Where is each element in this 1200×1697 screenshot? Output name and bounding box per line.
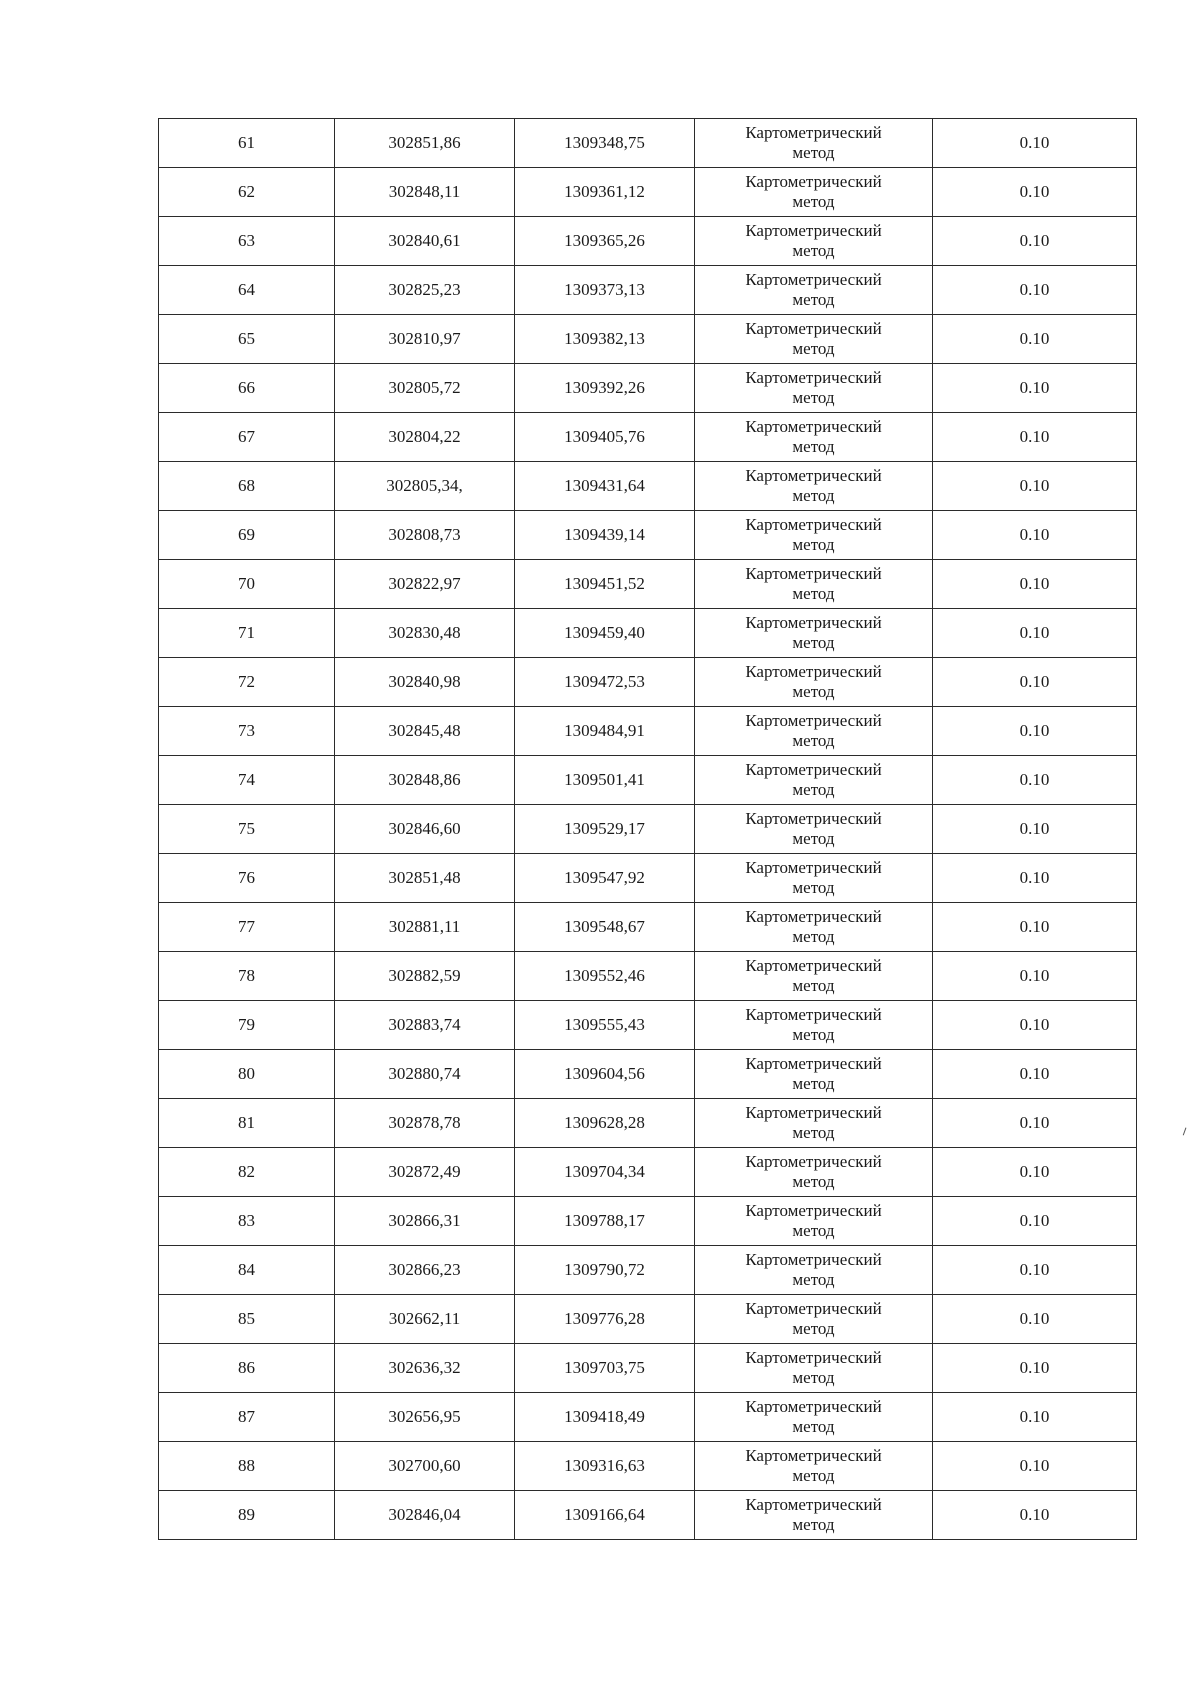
table-row: [159, 266, 1137, 315]
point-number-cell: 78: [159, 952, 335, 1001]
x-coordinate-cell: 302883,74: [335, 1001, 515, 1050]
method-line-1: Картометрический: [745, 1446, 882, 1465]
accuracy-cell: 0.10: [933, 560, 1137, 609]
scan-artifact-mark: [1183, 1128, 1189, 1137]
method-cell: [695, 1442, 933, 1491]
table-row: [159, 315, 1137, 364]
method-cell: [695, 217, 933, 266]
x-coordinate-cell: 302848,86: [335, 756, 515, 805]
table-row: [159, 1197, 1137, 1246]
method-cell: [695, 854, 933, 903]
y-coordinate-cell: 1309484,91: [515, 707, 695, 756]
method-line-1: Картометрический: [745, 1348, 882, 1367]
method-line-1: Картометрический: [745, 319, 882, 338]
x-coordinate-cell: 302866,23: [335, 1246, 515, 1295]
x-coordinate-cell: 302840,98: [335, 658, 515, 707]
accuracy-cell: 0.10: [933, 1246, 1137, 1295]
table-row: [159, 462, 1137, 511]
method-line-1: Картометрический: [745, 515, 882, 534]
method-cell: [695, 1295, 933, 1344]
method-cell: [695, 707, 933, 756]
point-number-cell: 73: [159, 707, 335, 756]
point-number-cell: 80: [159, 1050, 335, 1099]
method-cell: [695, 1099, 933, 1148]
accuracy-cell: 0.10: [933, 805, 1137, 854]
y-coordinate-cell: 1309529,17: [515, 805, 695, 854]
x-coordinate-cell: 302810,97: [335, 315, 515, 364]
table-row: [159, 511, 1137, 560]
table-row: [159, 1491, 1137, 1540]
y-coordinate-cell: 1309373,13: [515, 266, 695, 315]
table-row: [159, 364, 1137, 413]
method-line-1: Картометрический: [745, 270, 882, 289]
x-coordinate-cell: 302830,48: [335, 609, 515, 658]
accuracy-cell: 0.10: [933, 1393, 1137, 1442]
y-coordinate-cell: 1309552,46: [515, 952, 695, 1001]
method-line-2: метод: [792, 143, 835, 162]
method-cell: [695, 952, 933, 1001]
y-coordinate-cell: 1309405,76: [515, 413, 695, 462]
table-row: [159, 217, 1137, 266]
method-cell: [695, 462, 933, 511]
method-line-2: метод: [792, 584, 835, 603]
y-coordinate-cell: 1309790,72: [515, 1246, 695, 1295]
accuracy-cell: 0.10: [933, 462, 1137, 511]
point-number-cell: 62: [159, 168, 335, 217]
y-coordinate-cell: 1309472,53: [515, 658, 695, 707]
method-line-1: Картометрический: [745, 1005, 882, 1024]
method-cell: [695, 756, 933, 805]
point-number-cell: 64: [159, 266, 335, 315]
point-number-cell: 84: [159, 1246, 335, 1295]
accuracy-cell: 0.10: [933, 903, 1137, 952]
table-row: [159, 1344, 1137, 1393]
accuracy-cell: 0.10: [933, 1344, 1137, 1393]
method-cell: [695, 560, 933, 609]
method-cell: [695, 1344, 933, 1393]
method-line-2: метод: [792, 633, 835, 652]
method-line-2: метод: [792, 437, 835, 456]
method-line-1: Картометрический: [745, 907, 882, 926]
method-line-2: метод: [792, 192, 835, 211]
method-line-2: метод: [792, 927, 835, 946]
point-number-cell: 66: [159, 364, 335, 413]
accuracy-cell: 0.10: [933, 217, 1137, 266]
point-number-cell: 82: [159, 1148, 335, 1197]
y-coordinate-cell: 1309704,34: [515, 1148, 695, 1197]
y-coordinate-cell: 1309459,40: [515, 609, 695, 658]
method-line-2: метод: [792, 535, 835, 554]
x-coordinate-cell: 302840,61: [335, 217, 515, 266]
table-row: [159, 1099, 1137, 1148]
accuracy-cell: 0.10: [933, 658, 1137, 707]
x-coordinate-cell: 302700,60: [335, 1442, 515, 1491]
x-coordinate-cell: 302845,48: [335, 707, 515, 756]
y-coordinate-cell: 1309392,26: [515, 364, 695, 413]
point-number-cell: 67: [159, 413, 335, 462]
accuracy-cell: 0.10: [933, 707, 1137, 756]
x-coordinate-cell: 302846,04: [335, 1491, 515, 1540]
accuracy-cell: 0.10: [933, 1050, 1137, 1099]
table-row: [159, 1001, 1137, 1050]
method-line-1: Картометрический: [745, 662, 882, 681]
point-number-cell: 86: [159, 1344, 335, 1393]
method-line-2: метод: [792, 1319, 835, 1338]
method-line-1: Картометрический: [745, 1152, 882, 1171]
x-coordinate-cell: 302656,95: [335, 1393, 515, 1442]
method-line-1: Картометрический: [745, 1299, 882, 1318]
y-coordinate-cell: 1309348,75: [515, 119, 695, 168]
accuracy-cell: 0.10: [933, 952, 1137, 1001]
method-line-2: метод: [792, 1270, 835, 1289]
y-coordinate-cell: 1309501,41: [515, 756, 695, 805]
accuracy-cell: 0.10: [933, 756, 1137, 805]
method-line-2: метод: [792, 780, 835, 799]
method-line-2: метод: [792, 1515, 835, 1534]
y-coordinate-cell: 1309628,28: [515, 1099, 695, 1148]
y-coordinate-cell: 1309788,17: [515, 1197, 695, 1246]
method-line-1: Картометрический: [745, 417, 882, 436]
x-coordinate-cell: 302822,97: [335, 560, 515, 609]
method-line-1: Картометрический: [745, 368, 882, 387]
method-cell: [695, 1050, 933, 1099]
point-number-cell: 88: [159, 1442, 335, 1491]
y-coordinate-cell: 1309316,63: [515, 1442, 695, 1491]
table-row: [159, 1050, 1137, 1099]
method-line-1: Картометрический: [745, 711, 882, 730]
method-line-1: Картометрический: [745, 1054, 882, 1073]
x-coordinate-cell: 302878,78: [335, 1099, 515, 1148]
table-row: [159, 413, 1137, 462]
table-row: [159, 658, 1137, 707]
accuracy-cell: 0.10: [933, 1099, 1137, 1148]
method-line-2: метод: [792, 290, 835, 309]
y-coordinate-cell: 1309382,13: [515, 315, 695, 364]
table-row: [159, 168, 1137, 217]
method-cell: [695, 1001, 933, 1050]
accuracy-cell: 0.10: [933, 413, 1137, 462]
method-cell: [695, 805, 933, 854]
method-line-2: метод: [792, 1417, 835, 1436]
method-line-1: Картометрический: [745, 1201, 882, 1220]
table-row: [159, 1246, 1137, 1295]
table-row: [159, 756, 1137, 805]
point-number-cell: 68: [159, 462, 335, 511]
x-coordinate-cell: 302662,11: [335, 1295, 515, 1344]
method-cell: [695, 119, 933, 168]
table-row: [159, 1148, 1137, 1197]
method-line-1: Картометрический: [745, 172, 882, 191]
method-cell: [695, 903, 933, 952]
method-line-1: Картометрический: [745, 1103, 882, 1122]
method-line-1: Картометрический: [745, 1250, 882, 1269]
method-line-1: Картометрический: [745, 858, 882, 877]
method-cell: [695, 1148, 933, 1197]
x-coordinate-cell: 302872,49: [335, 1148, 515, 1197]
point-number-cell: 71: [159, 609, 335, 658]
method-cell: [695, 1197, 933, 1246]
x-coordinate-cell: 302866,31: [335, 1197, 515, 1246]
y-coordinate-cell: 1309604,56: [515, 1050, 695, 1099]
accuracy-cell: 0.10: [933, 511, 1137, 560]
accuracy-cell: 0.10: [933, 609, 1137, 658]
method-cell: [695, 1491, 933, 1540]
method-line-2: метод: [792, 241, 835, 260]
table-row: [159, 1295, 1137, 1344]
point-number-cell: 87: [159, 1393, 335, 1442]
y-coordinate-cell: 1309361,12: [515, 168, 695, 217]
method-cell: [695, 168, 933, 217]
y-coordinate-cell: 1309431,64: [515, 462, 695, 511]
accuracy-cell: 0.10: [933, 1148, 1137, 1197]
method-line-2: метод: [792, 878, 835, 897]
method-line-2: метод: [792, 486, 835, 505]
x-coordinate-cell: 302882,59: [335, 952, 515, 1001]
accuracy-cell: 0.10: [933, 1442, 1137, 1491]
table-row: [159, 707, 1137, 756]
method-line-2: метод: [792, 1466, 835, 1485]
method-line-1: Картометрический: [745, 809, 882, 828]
accuracy-cell: 0.10: [933, 1295, 1137, 1344]
y-coordinate-cell: 1309418,49: [515, 1393, 695, 1442]
y-coordinate-cell: 1309451,52: [515, 560, 695, 609]
x-coordinate-cell: 302805,72: [335, 364, 515, 413]
y-coordinate-cell: 1309439,14: [515, 511, 695, 560]
accuracy-cell: 0.10: [933, 364, 1137, 413]
method-line-2: метод: [792, 1025, 835, 1044]
y-coordinate-cell: 1309776,28: [515, 1295, 695, 1344]
table-row: [159, 560, 1137, 609]
method-cell: [695, 511, 933, 560]
accuracy-cell: 0.10: [933, 168, 1137, 217]
method-cell: [695, 266, 933, 315]
table-row: [159, 952, 1137, 1001]
point-number-cell: 69: [159, 511, 335, 560]
point-number-cell: 85: [159, 1295, 335, 1344]
accuracy-cell: 0.10: [933, 854, 1137, 903]
method-line-1: Картометрический: [745, 466, 882, 485]
method-line-2: метод: [792, 1172, 835, 1191]
point-number-cell: 83: [159, 1197, 335, 1246]
x-coordinate-cell: 302825,23: [335, 266, 515, 315]
x-coordinate-cell: 302805,34,: [335, 462, 515, 511]
x-coordinate-cell: 302846,60: [335, 805, 515, 854]
accuracy-cell: 0.10: [933, 315, 1137, 364]
method-line-1: Картометрический: [745, 123, 882, 142]
x-coordinate-cell: 302881,11: [335, 903, 515, 952]
method-cell: [695, 1246, 933, 1295]
method-line-2: метод: [792, 388, 835, 407]
method-line-2: метод: [792, 339, 835, 358]
y-coordinate-cell: 1309703,75: [515, 1344, 695, 1393]
method-line-1: Картометрический: [745, 613, 882, 632]
x-coordinate-cell: 302851,86: [335, 119, 515, 168]
y-coordinate-cell: 1309365,26: [515, 217, 695, 266]
table-row: [159, 1442, 1137, 1491]
point-number-cell: 89: [159, 1491, 335, 1540]
point-number-cell: 63: [159, 217, 335, 266]
point-number-cell: 76: [159, 854, 335, 903]
point-number-cell: 75: [159, 805, 335, 854]
accuracy-cell: 0.10: [933, 266, 1137, 315]
point-number-cell: 65: [159, 315, 335, 364]
table-row: [159, 119, 1137, 168]
accuracy-cell: 0.10: [933, 1001, 1137, 1050]
coordinates-table: [158, 118, 1137, 1540]
point-number-cell: 81: [159, 1099, 335, 1148]
method-line-1: Картометрический: [745, 760, 882, 779]
method-line-1: Картометрический: [745, 956, 882, 975]
accuracy-cell: 0.10: [933, 1491, 1137, 1540]
method-line-2: метод: [792, 1074, 835, 1093]
table-row: [159, 903, 1137, 952]
point-number-cell: 79: [159, 1001, 335, 1050]
method-cell: [695, 315, 933, 364]
y-coordinate-cell: 1309548,67: [515, 903, 695, 952]
accuracy-cell: 0.10: [933, 1197, 1137, 1246]
method-line-2: метод: [792, 731, 835, 750]
y-coordinate-cell: 1309166,64: [515, 1491, 695, 1540]
method-line-2: метод: [792, 1368, 835, 1387]
method-cell: [695, 364, 933, 413]
table-row: [159, 805, 1137, 854]
y-coordinate-cell: 1309555,43: [515, 1001, 695, 1050]
x-coordinate-cell: 302880,74: [335, 1050, 515, 1099]
point-number-cell: 72: [159, 658, 335, 707]
point-number-cell: 61: [159, 119, 335, 168]
accuracy-cell: 0.10: [933, 119, 1137, 168]
point-number-cell: 77: [159, 903, 335, 952]
x-coordinate-cell: 302848,11: [335, 168, 515, 217]
x-coordinate-cell: 302808,73: [335, 511, 515, 560]
method-cell: [695, 1393, 933, 1442]
method-line-1: Картометрический: [745, 564, 882, 583]
method-line-1: Картометрический: [745, 1397, 882, 1416]
x-coordinate-cell: 302636,32: [335, 1344, 515, 1393]
method-line-2: метод: [792, 682, 835, 701]
coordinates-table-body: [159, 119, 1137, 1540]
method-line-1: Картометрический: [745, 221, 882, 240]
table-row: [159, 854, 1137, 903]
method-line-1: Картометрический: [745, 1495, 882, 1514]
x-coordinate-cell: 302804,22: [335, 413, 515, 462]
point-number-cell: 70: [159, 560, 335, 609]
y-coordinate-cell: 1309547,92: [515, 854, 695, 903]
method-line-2: метод: [792, 1123, 835, 1142]
method-line-2: метод: [792, 976, 835, 995]
method-cell: [695, 413, 933, 462]
point-number-cell: 74: [159, 756, 335, 805]
method-line-2: метод: [792, 829, 835, 848]
x-coordinate-cell: 302851,48: [335, 854, 515, 903]
method-cell: [695, 609, 933, 658]
method-line-2: метод: [792, 1221, 835, 1240]
table-row: [159, 1393, 1137, 1442]
table-row: [159, 609, 1137, 658]
method-cell: [695, 658, 933, 707]
